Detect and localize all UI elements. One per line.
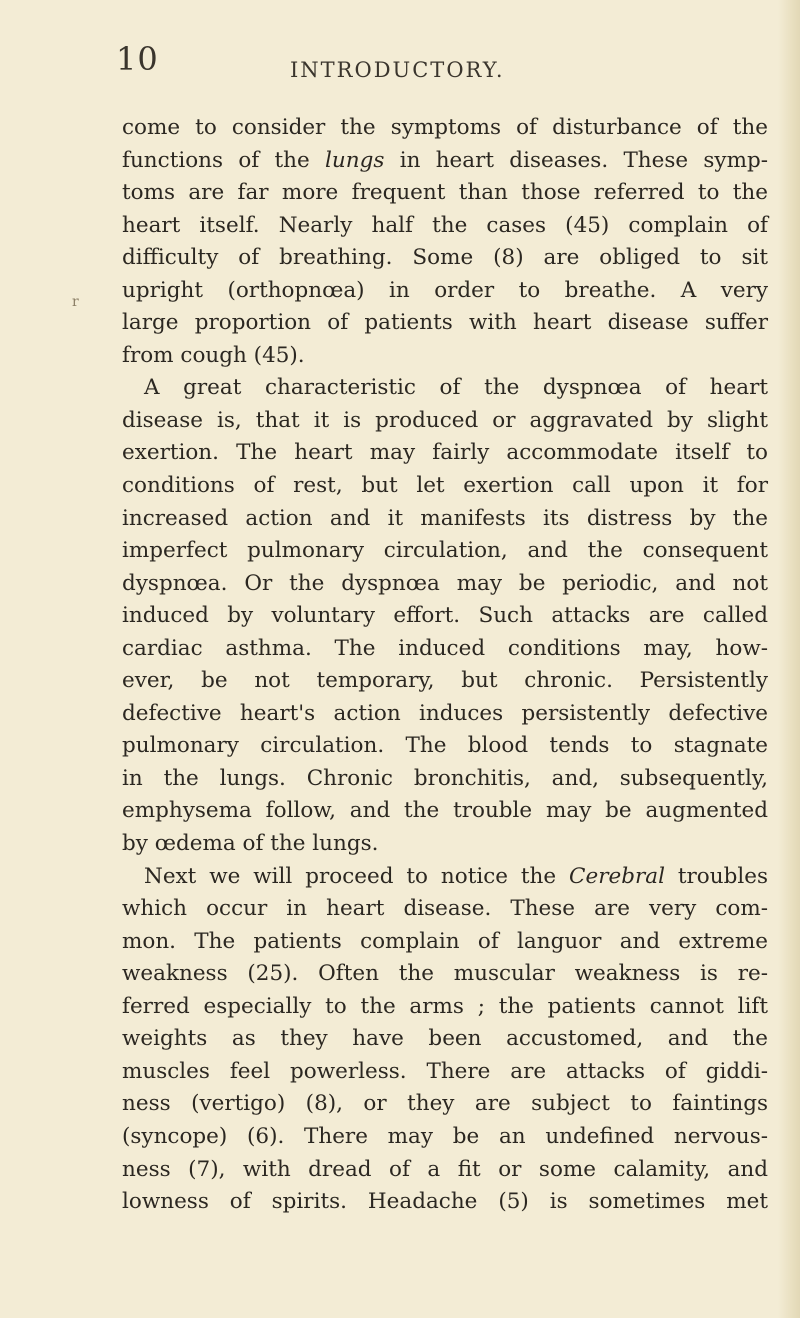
text-line: mon. The patients complain of languor and extreme: [122, 928, 768, 954]
page-number: 10: [116, 40, 159, 78]
text-line: heart itself. Nearly half the cases (45) complain of: [122, 212, 768, 238]
text-line: induced by voluntary effort. Such attacks are called: [122, 603, 768, 629]
text-line: A great characteristic of the dyspnœa of heart: [144, 375, 768, 401]
text-line: pulmonary circulation. The blood tends to stagnate: [122, 733, 768, 759]
text-line: which occur in heart disease. These are very com-: [122, 896, 768, 922]
text-line: functions of the lungs in heart diseases. These symp-: [122, 147, 768, 173]
text-line: toms are far more frequent than those referred to the: [122, 180, 768, 206]
text-line: increased action and it manifests its distress by the: [122, 505, 768, 531]
running-title: INTRODUCTORY.: [290, 58, 505, 82]
text-line: (syncope) (6). There may be an undefined nervous-: [122, 1123, 768, 1149]
text-line: lowness of spirits. Headache (5) is sometimes met: [122, 1189, 768, 1215]
text-line: from cough (45).: [122, 342, 305, 368]
text-line: Next we will proceed to notice the Cerebral troubles: [144, 863, 768, 889]
body-text: [122, 112, 768, 1219]
text-line: defective heart's action induces persistently defective: [122, 700, 768, 726]
text-line: imperfect pulmonary circulation, and the consequent: [122, 538, 768, 564]
text-line: exertion. The heart may fairly accommodate itself to: [122, 440, 768, 466]
margin-mark: r: [72, 294, 79, 310]
text-line: ferred especially to the arms ; the patients cannot lift: [122, 993, 768, 1019]
text-line: come to consider the symptoms of disturbance of the: [122, 115, 768, 140]
text-line: large proportion of patients with heart disease suffer: [122, 310, 768, 336]
text-line: emphysema follow, and the trouble may be augmented: [122, 798, 768, 824]
text-line: ness (vertigo) (8), or they are subject to faintings: [122, 1091, 768, 1117]
text-line: upright (orthopnœa) in order to breathe. A very: [122, 277, 768, 303]
text-line: ness (7), with dread of a fit or some calamity, and: [122, 1156, 768, 1182]
text-line: dyspnœa. Or the dyspnœa may be periodic, and not: [122, 570, 768, 596]
text-line: in the lungs. Chronic bronchitis, and, subsequently,: [122, 765, 768, 791]
text-line: weights as they have been accustomed, and the: [122, 1026, 768, 1052]
text-line: cardiac asthma. The induced conditions may, how-: [122, 635, 768, 661]
text-line: muscles feel powerless. There are attacks of giddi-: [122, 1058, 768, 1084]
text-line: difficulty of breathing. Some (8) are obliged to sit: [122, 245, 768, 271]
text-line: ever, be not temporary, but chronic. Persistently: [122, 668, 768, 694]
text-line: weakness (25). Often the muscular weakness is re-: [122, 961, 768, 987]
text-line: conditions of rest, but let exertion call upon it for: [122, 473, 768, 499]
text-line: disease is, that it is produced or aggravated by slight: [122, 407, 768, 433]
page-edge-shadow: [778, 0, 800, 1318]
text-line: by œdema of the lungs.: [122, 831, 379, 857]
